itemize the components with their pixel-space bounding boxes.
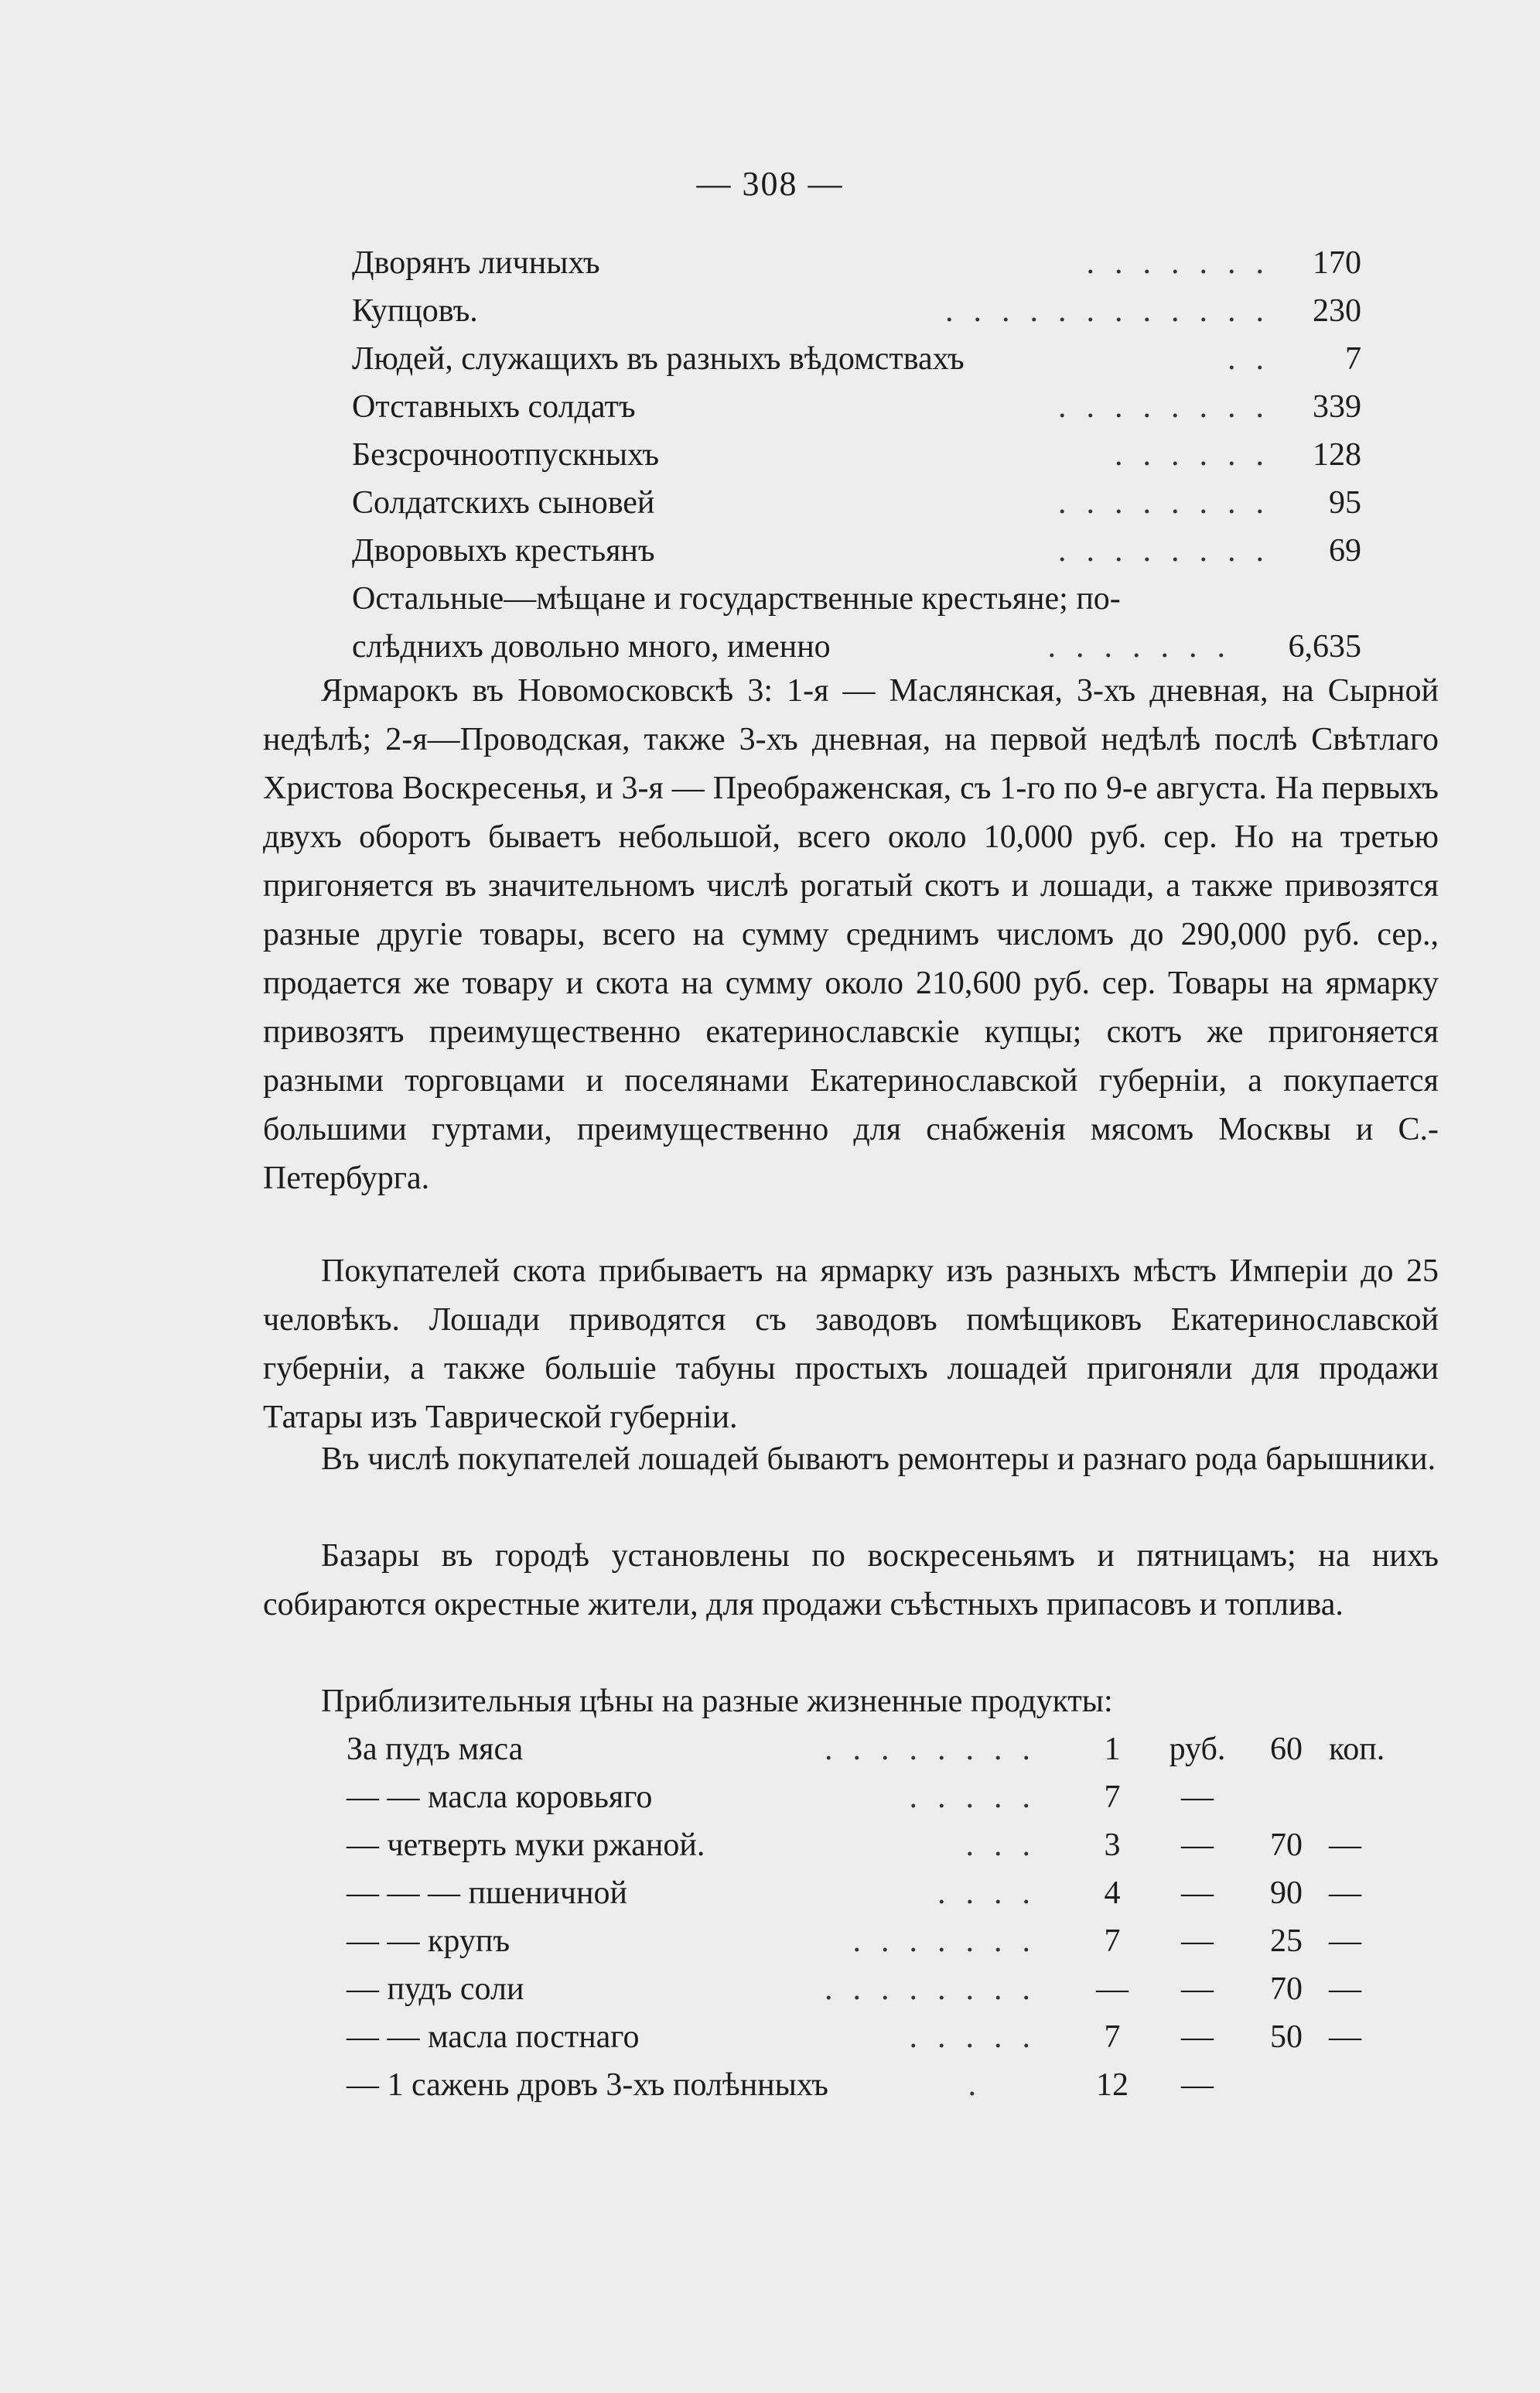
leader-dots: .......: [1086, 245, 1284, 281]
price-unit: —: [1181, 1779, 1214, 1815]
price-unit: —: [1181, 2067, 1214, 2103]
leader-dots: ............: [945, 293, 1284, 329]
estates-label: Дворянъ личныхъ: [352, 245, 600, 281]
estates-label: Людей, служащихъ въ разныхъ вѣдомствахъ: [352, 341, 965, 377]
estates-value: 128: [1313, 437, 1361, 473]
price-kopecks-unit: —: [1329, 1827, 1361, 1863]
leader-dots: .......: [852, 1923, 1050, 1959]
leader-dots: ........: [1058, 533, 1284, 569]
estates-row: [352, 288, 1361, 334]
paragraph-fairs: Ярмарокъ въ Новомосковскѣ 3: 1-я — Маслянская, 3-хъ дневная, на Сырной недѣлѣ; 2-я—Проводская, также 3-хъ дневная, на первой недѣлѣ послѣ Свѣтлаго Христова Воскресенья, и 3-я — Преображенская, съ 1-го по 9-е августа. На первыхъ двухъ оборотъ бываетъ небольшой, всего около 10,000 руб. сер. Но на третью пригоняется въ значительномъ числѣ рогатый скотъ и лошади, а также привозятся разные другіе товары, всего на сумму среднимъ числомъ до 290,000 руб. сер., продается же товару и скота на сумму около 210,600 руб. сер. Товары на ярмарку привозятъ преимущественно екатеринославскіе купцы; скотъ же пригоняется разными торговцами и поселянами Екатеринославской губерніи, а покупается большими гуртами, преимущественно для снабженія мясомъ Москвы и С.-Петербурга.: [263, 673, 1439, 1196]
leader-dots: ........: [825, 1971, 1050, 2007]
price-unit: —: [1181, 2019, 1214, 2055]
estates-row: [352, 480, 1361, 526]
paragraph-bazaars: Базары въ городѣ установлены по воскресеньямъ и пятницамъ; на нихъ собираются окрестные жители, для продажи съѣстныхъ припасовъ и топлива.: [263, 1538, 1439, 1622]
leader-dots: ..: [1228, 341, 1284, 377]
price-row: [347, 1917, 1398, 1965]
estates-label: Солдатскихъ сыновей: [352, 485, 655, 521]
price-amount: 1: [1104, 1732, 1121, 1767]
price-unit: —: [1181, 1971, 1214, 2007]
price-row: [347, 1725, 1398, 1773]
page-number: — 308 —: [696, 165, 844, 203]
price-item: За пудъ мяса: [347, 1732, 524, 1767]
rest-line: [352, 576, 1361, 622]
rest-line: [352, 624, 1361, 670]
rest-line-2-label: слѣднихъ довольно много, именно: [352, 629, 831, 665]
price-kopecks: 90: [1270, 1875, 1303, 1911]
price-amount: 12: [1096, 2067, 1129, 2103]
price-item: — — масла постнаго: [347, 2019, 640, 2055]
leader-dots: ........: [825, 1732, 1050, 1767]
leader-dots: .: [968, 2067, 996, 2103]
estates-value: 339: [1313, 389, 1361, 425]
price-row: [347, 2061, 1398, 2109]
estates-row: [352, 384, 1361, 430]
price-amount: 7: [1104, 1923, 1121, 1959]
price-kopecks-unit: —: [1329, 1971, 1361, 2007]
leader-dots: ...: [965, 1827, 1050, 1863]
estates-value: 7: [1345, 341, 1361, 377]
estates-value: 230: [1313, 293, 1361, 329]
price-amount: 3: [1104, 1827, 1121, 1863]
estates-label: Отставныхъ солдатъ: [352, 389, 636, 425]
estates-row: [352, 528, 1361, 574]
price-item: — — масла коровьяго: [347, 1779, 653, 1815]
price-unit: —: [1181, 1923, 1214, 1959]
price-kopecks: 50: [1270, 2019, 1303, 2055]
leader-dots: ........: [1058, 485, 1284, 521]
price-item: — — крупъ: [347, 1923, 510, 1959]
estates-value: 69: [1329, 533, 1361, 569]
rest-line-1: Остальные—мѣщане и государственные крестьяне; по-: [352, 581, 1121, 617]
leader-dots: .....: [909, 2019, 1050, 2055]
price-kopecks-unit: —: [1329, 2019, 1361, 2055]
paragraph-horse-buyers: Въ числѣ покупателей лошадей бываютъ ремонтеры и разнаго рода барышники.: [321, 1441, 1436, 1477]
price-item: — четверть муки ржаной.: [347, 1827, 705, 1863]
estates-row: [352, 432, 1361, 478]
price-item: — пудъ соли: [347, 1971, 524, 2007]
price-amount: 7: [1104, 1779, 1121, 1815]
paragraph-prices-intro: Приблизительныя цѣны на разные жизненные продукты:: [321, 1684, 1113, 1719]
paragraph-cattle-buyers: Покупателей скота прибываетъ на ярмарку изъ разныхъ мѣстъ Имперіи до 25 человѣкъ. Лошади приводятся съ заводовъ помѣщиковъ Екатеринославской губерніи, а также большіе табуны простыхъ лошадей пригоняли для продажи Татары изъ Таврической губерніи.: [263, 1253, 1439, 1435]
leader-dots: ......: [1115, 437, 1284, 473]
price-unit: —: [1181, 1827, 1214, 1863]
estates-value: 170: [1313, 245, 1361, 281]
price-kopecks: 60: [1270, 1732, 1303, 1767]
price-item: — 1 сажень дровъ 3-хъ полѣнныхъ: [347, 2067, 828, 2103]
price-unit: руб.: [1169, 1732, 1226, 1767]
price-row: [347, 1869, 1398, 1917]
leader-dots: .......: [1047, 629, 1245, 665]
price-amount: 4: [1104, 1875, 1121, 1911]
estates-label: Купцовъ.: [352, 293, 478, 329]
estates-row: [352, 336, 1361, 382]
estates-label: Безсрочноотпускныхъ: [352, 437, 660, 473]
price-row: [347, 2013, 1398, 2061]
rest-line-2-value: 6,635: [1288, 629, 1361, 665]
price-unit: —: [1181, 1875, 1214, 1911]
price-amount: —: [1096, 1971, 1129, 2007]
price-kopecks-unit: коп.: [1329, 1732, 1385, 1767]
price-kopecks: 25: [1270, 1923, 1303, 1959]
price-kopecks-unit: —: [1329, 1923, 1361, 1959]
estates-row: [352, 240, 1361, 286]
estates-value: 95: [1329, 485, 1361, 521]
price-kopecks: 70: [1270, 1971, 1303, 2007]
price-kopecks-unit: —: [1329, 1875, 1361, 1911]
price-amount: 7: [1104, 2019, 1121, 2055]
price-kopecks: 70: [1270, 1827, 1303, 1863]
leader-dots: ....: [937, 1875, 1050, 1911]
price-item: — — — пшеничной: [347, 1875, 627, 1911]
price-row: [347, 1821, 1398, 1869]
estates-label: Дворовыхъ крестьянъ: [352, 533, 655, 569]
price-row: [347, 1965, 1398, 2013]
leader-dots: ........: [1058, 389, 1284, 425]
price-row: [347, 1773, 1398, 1821]
leader-dots: .....: [909, 1779, 1050, 1815]
